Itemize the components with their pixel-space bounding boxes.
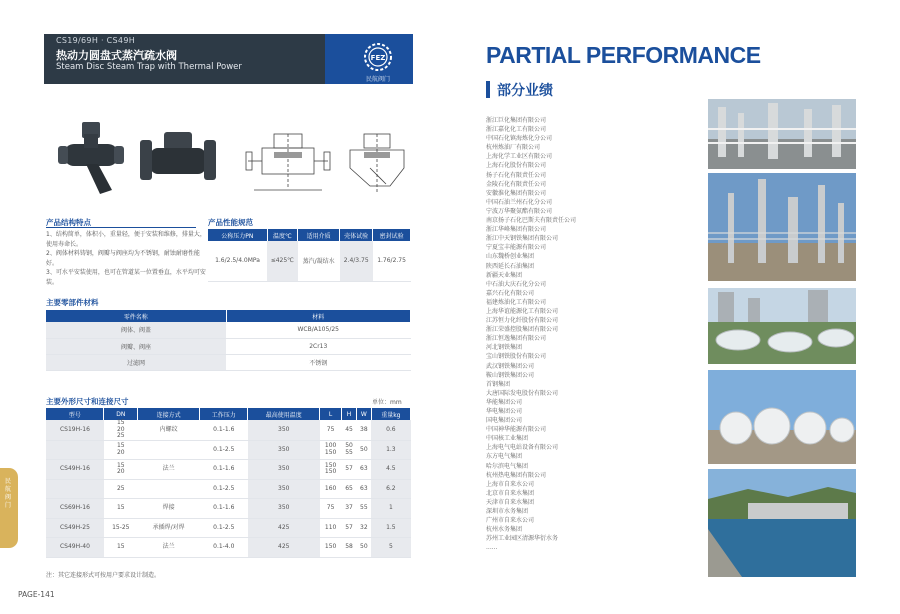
dim-cell: CS19H-16 (46, 420, 104, 440)
dim-cell: 15 (104, 499, 138, 519)
dim-cell: 法兰 (138, 538, 200, 558)
client-item: 南京扬子石化巴斯夫有限责任公司 (486, 217, 577, 225)
dim-cell: 150 (320, 538, 342, 558)
client-item: 山东魏桥创业集团 (486, 253, 535, 261)
dim-row (46, 479, 411, 499)
features-rule (46, 227, 196, 228)
dim-cell: CS49H-16 (46, 460, 104, 480)
feature-line: 使用寿命长。 (46, 240, 83, 248)
product-series: CS19/69H · CS49H (56, 36, 136, 45)
dim-cell: 150 150 (320, 460, 342, 480)
client-item: 华电集团公司 (486, 408, 523, 415)
photo-water-treatment (708, 288, 856, 364)
client-item: 宝山钢铁股份有限公司 (486, 353, 547, 361)
client-item: 中国神华能源有限公司 (486, 426, 547, 434)
dim-cell: 160 (320, 479, 342, 499)
feature-line: 2、阀体材料铸钢，阀瓣与阀座均为不锈钢，耐蚀耐磨性能好。 (46, 250, 200, 267)
client-item: 杭州水务集团 (486, 526, 523, 534)
features-text (46, 230, 206, 287)
dim-cell: 110 (320, 518, 342, 538)
dim-cell: 15-25 (104, 518, 138, 538)
client-item: 扬子石化有限责任公司 (486, 171, 547, 179)
dim-cell: 50 (356, 440, 371, 460)
side-tab-label: 民航阀门 (5, 478, 12, 509)
dim-cell: 100 150 (320, 440, 342, 460)
dim-cell: 承插焊/对焊 (138, 518, 200, 538)
dim-cell: 15 (104, 538, 138, 558)
dim-cell: 0.1-1.6 (200, 499, 248, 519)
client-item: 首钢集团 (486, 380, 511, 388)
dim-cell: 50 (356, 538, 371, 558)
client-item: 嘉兴石化有限公司 (486, 289, 535, 297)
dim-header: 型号 (46, 408, 104, 420)
dim-cell: CS69H-16 (46, 499, 104, 519)
dim-row (46, 499, 411, 519)
product-title-en: Steam Disc Steam Trap with Thermal Power (56, 62, 242, 72)
feature-line: 装。 (46, 278, 59, 286)
product-photo-flanged (138, 130, 218, 190)
client-item: 天津市自来水集团 (486, 498, 535, 506)
client-item: 苏州工业园区清源华衍水务 (486, 535, 559, 543)
client-item: 国电集团公司 (486, 417, 523, 425)
client-item: ...... (486, 544, 498, 552)
perf-header: 温度℃ (267, 229, 298, 241)
dim-cell: 6.2 (371, 479, 410, 499)
dimensions-table (46, 408, 411, 558)
client-item: 哈尔滨电气集团 (486, 462, 529, 470)
dim-cell: 45 (342, 420, 357, 440)
dim-row (46, 440, 411, 460)
logo-caption: 民航阀门 (365, 76, 390, 83)
client-item: 河北钢铁集团 (486, 344, 523, 352)
dim-cell: 0.1-2.5 (200, 479, 248, 499)
photo-hydro-dam (708, 469, 856, 577)
dim-cell: 1 (371, 499, 410, 519)
dim-cell: 内螺纹 (138, 420, 200, 440)
dim-header: L (320, 408, 342, 420)
dim-cell: 32 (356, 518, 371, 538)
dim-cell: 55 (356, 499, 371, 519)
client-item: 浙江华峰集团有限公司 (486, 226, 547, 234)
dim-cell: 350 (248, 460, 320, 480)
perf-cell: 蒸汽/凝结水 (298, 241, 340, 281)
client-item: 浙江恒逸集团有限公司 (486, 335, 547, 343)
dim-cell: 75 (320, 499, 342, 519)
partial-performance-title: PARTIAL PERFORMANCE (486, 42, 761, 68)
dim-cell (138, 479, 200, 499)
mat-cell: 阀瓣、阀座 (46, 338, 226, 354)
dim-row (46, 420, 411, 440)
dimensions-footnote: 注：其它连接形式可按用户要求设计制造。 (46, 572, 161, 579)
client-item: 大唐国际发电股份有限公司 (486, 389, 559, 397)
client-item: 上海石化股份有限公司 (486, 162, 547, 170)
client-item: 浙江荣盛控股集团有限公司 (486, 326, 559, 334)
dim-cell: 法兰 (138, 460, 200, 480)
dim-header: DN (104, 408, 138, 420)
client-item: 广州市自来水公司 (486, 517, 535, 525)
dim-cell (138, 440, 200, 460)
product-photo-y-type (56, 120, 126, 198)
section-drawing-left (244, 128, 332, 196)
section-drawing-right (340, 128, 416, 196)
client-item: 华能集团公司 (486, 398, 523, 406)
dim-cell: 0.1-2.5 (200, 518, 248, 538)
dim-cell: 50 55 (342, 440, 357, 460)
client-item: 中国石化镇海炼化分公司 (486, 135, 553, 143)
dim-header: 连接方式 (138, 408, 200, 420)
dim-cell: 350 (248, 499, 320, 519)
dim-cell: 425 (248, 518, 320, 538)
dim-cell: 15 20 (104, 460, 138, 480)
dim-cell: 15 20 (104, 440, 138, 460)
mat-cell: 2Cr13 (226, 338, 411, 354)
client-item: 鞍山钢铁集团公司 (486, 371, 535, 379)
dim-cell: 15 20 25 (104, 420, 138, 440)
feature-line: 3、可水平安装使用，也可在管道某一位置垂直，水平均可安 (46, 269, 206, 276)
perf-header: 公称压力PN (208, 229, 267, 241)
client-item: 浙江中天钢铁集团有限公司 (486, 235, 559, 243)
dim-cell: 0.6 (371, 420, 410, 440)
materials-title: 主要零部件材料 (46, 298, 99, 307)
perf-header: 壳体试验 (340, 229, 373, 241)
dim-cell: 1.5 (371, 518, 410, 538)
mat-cell: 过滤网 (46, 354, 226, 370)
partial-performance-subtitle: 部分业绩 (497, 83, 553, 99)
dim-cell: 57 (342, 460, 357, 480)
dim-header: 工作压力 (200, 408, 248, 420)
performance-table (208, 229, 411, 282)
dim-cell (46, 440, 104, 460)
logo-text: FEZ (370, 54, 386, 62)
client-item: 中石油大庆石化分公司 (486, 280, 547, 288)
client-item: 中国石油兰州石化分公司 (486, 198, 553, 206)
dim-cell: 57 (342, 518, 357, 538)
client-item: 北京市自来水集团 (486, 489, 535, 497)
dimensions-unit: 单位：mm (372, 399, 402, 406)
dim-cell: 425 (248, 538, 320, 558)
dim-cell: 焊接 (138, 499, 200, 519)
dim-cell: 75 (320, 420, 342, 440)
feature-line: 1、结构简单，体积小，重量轻，便于安装和维修，排量大， (46, 231, 206, 238)
perf-cell: ≤425℃ (267, 241, 298, 281)
dim-cell: 350 (248, 440, 320, 460)
mat-cell: WCB/A105/25 (226, 322, 411, 338)
photo-petrochemical-plant (708, 173, 856, 281)
dim-row (46, 460, 411, 480)
dim-cell: CS49H-25 (46, 518, 104, 538)
dim-header: 重量kg (371, 408, 410, 420)
perf-cell: 1.6/2.5/4.0MPa (208, 241, 267, 281)
perf-cell: 1.76/2.75 (373, 241, 411, 281)
company-logo-icon (362, 41, 394, 73)
dim-cell: 4.5 (371, 460, 410, 480)
performance-title: 产品性能规范 (208, 218, 253, 227)
dim-cell: 0.1-1.6 (200, 460, 248, 480)
dim-cell: 1.3 (371, 440, 410, 460)
client-item: 江苏恒力化纤股份有限公司 (486, 317, 559, 325)
perf-header: 密封试验 (373, 229, 411, 241)
client-item: 上海市自来水公司 (486, 480, 535, 488)
dim-cell: 5 (371, 538, 410, 558)
dim-cell: 63 (356, 460, 371, 480)
dim-header: H (342, 408, 357, 420)
mat-cell: 阀体、阀盖 (46, 322, 226, 338)
subtitle-accent-bar (486, 81, 490, 98)
client-item: 福建炼油化工有限公司 (486, 298, 547, 306)
client-item: 杭州热电集团有限公司 (486, 471, 547, 479)
client-item: 宁夏宝丰能源有限公司 (486, 244, 547, 252)
client-item: 新疆天业集团 (486, 271, 523, 279)
client-item: 上海电气电站设备有限公司 (486, 444, 559, 452)
dim-cell (46, 479, 104, 499)
dim-header: 最高使用温度 (248, 408, 320, 420)
dim-cell: 0.1-4.0 (200, 538, 248, 558)
client-list (486, 116, 701, 553)
dim-cell: 350 (248, 420, 320, 440)
dim-header: W (356, 408, 371, 420)
client-item: 安徽淮化集团有限公司 (486, 189, 547, 197)
mat-header: 材料 (226, 310, 411, 322)
client-item: 杭州炼油厂有限公司 (486, 144, 541, 152)
features-title: 产品结构特点 (46, 218, 91, 227)
dim-cell: 38 (356, 420, 371, 440)
page-number: PAGE-141 (18, 590, 55, 599)
client-item: 浙江嘉化化工有限公司 (486, 126, 547, 134)
materials-table (46, 310, 411, 371)
dim-cell: 0.1-2.5 (200, 440, 248, 460)
dim-cell: 63 (356, 479, 371, 499)
dim-cell: 58 (342, 538, 357, 558)
client-item: 金陵石化有限责任公司 (486, 180, 547, 188)
client-item: 陕西延长石油集团 (486, 262, 535, 270)
product-title-cn: 热动力圆盘式蒸汽疏水阀 (56, 49, 177, 62)
client-item: 上海化学工业区有限公司 (486, 153, 553, 161)
dim-cell: 25 (104, 479, 138, 499)
perf-header: 适用介质 (298, 229, 340, 241)
photo-storage-spheres (708, 370, 856, 464)
dim-row (46, 538, 411, 558)
dim-row (46, 518, 411, 538)
photo-refinery-pipes (708, 99, 856, 169)
perf-cell: 2.4/3.75 (340, 241, 373, 281)
dim-cell: CS49H-40 (46, 538, 104, 558)
client-item: 宁波万华聚氨酯有限公司 (486, 207, 553, 215)
client-item: 东方电气集团 (486, 453, 523, 461)
mat-cell: 不锈钢 (226, 354, 411, 370)
dim-cell: 0.1-1.6 (200, 420, 248, 440)
client-item: 深圳市水务集团 (486, 508, 529, 516)
client-item: 浙江巨化集团有限公司 (486, 117, 547, 124)
client-item: 武汉钢铁集团公司 (486, 362, 535, 370)
dim-cell: 350 (248, 479, 320, 499)
dim-cell: 37 (342, 499, 357, 519)
dim-cell: 65 (342, 479, 357, 499)
mat-header: 零件名称 (46, 310, 226, 322)
dimensions-title: 主要外形尺寸和连接尺寸 (46, 397, 129, 406)
client-item: 上海华谊能源化工有限公司 (486, 307, 559, 315)
client-item: 中国核工业集团 (486, 435, 529, 443)
